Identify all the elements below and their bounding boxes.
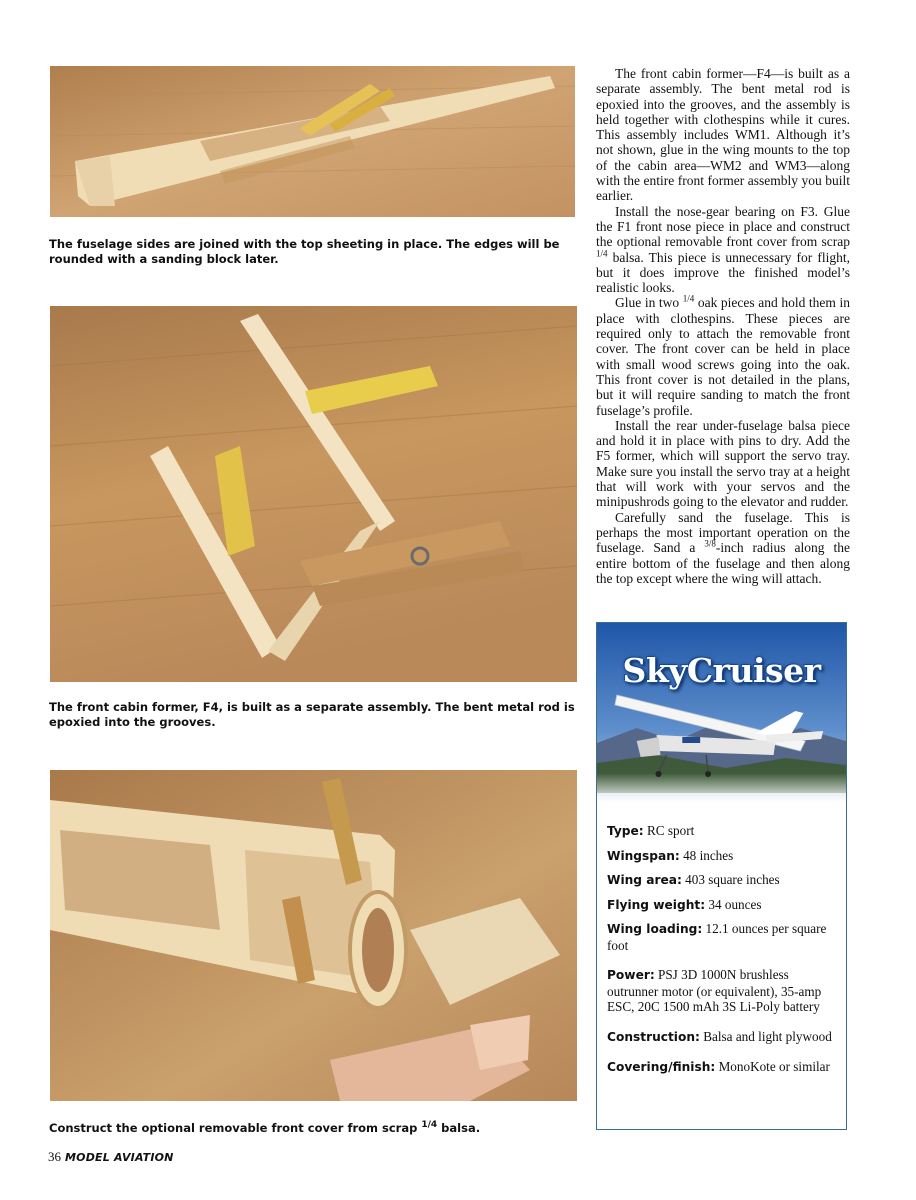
photo-caption-2: The front cabin former, F4, is built as a separate assembly. The bent metal rod is epoxied into the grooves. [49, 700, 575, 729]
p2-post: balsa. This piece is unnecessary for flight, but it does improve the finished model’s realistic looks. [596, 249, 850, 296]
front-cover-photo [50, 770, 577, 1101]
spec-wing-loading [607, 921, 838, 953]
spec-label: Construction: [607, 1029, 700, 1044]
spec-value: 48 inches [683, 847, 734, 863]
spec-value: Balsa and light plywood [703, 1028, 832, 1044]
spec-power [607, 967, 838, 1015]
p2-pre: Install the nose-gear bearing on F3. Glue the F1 front nose piece in place and construct the optional removable front cover from scrap [596, 203, 850, 250]
spec-value: PSJ 3D 1000N brushless outrunner motor (or equivalent), 35-amp ESC, 20C 1500 mAh 3S Li-Poly battery [607, 967, 822, 1014]
spec-flying-weight [607, 897, 838, 914]
fuselage-sides-photo [50, 66, 575, 217]
magazine-name: MODEL AVIATION [65, 1151, 174, 1164]
caption-3-frac: 1/4 [421, 1120, 438, 1131]
page-number: 36 [48, 1149, 61, 1164]
spec-label: Flying weight: [607, 897, 706, 912]
p2-frac: 1/4 [596, 248, 608, 259]
spec-label: Wingspan: [607, 848, 680, 863]
p3-post: oak pieces and hold them in place with clothespins. These pieces are required only to attach the removable front cover. The front cover can be held in place with small wood screws going into the oak. This front cover is not detailed in the plans, but it will require sanding to match the front fuselage’s profile. [596, 295, 850, 418]
spec-label: Wing loading: [607, 922, 703, 936]
page-footer [48, 1149, 174, 1165]
article-paragraph [596, 295, 850, 417]
spec-value: 12.1 ounces per square foot [607, 921, 827, 953]
spec-label: Power: [607, 968, 655, 982]
spec-covering [607, 1059, 838, 1076]
spec-construction [607, 1029, 838, 1046]
specs-list [607, 823, 838, 1084]
p3-frac: 1/4 [682, 293, 695, 304]
article-paragraph [596, 510, 850, 586]
article-paragraph: Install the rear under-fuselage balsa piece and hold it in place with pins to dry. Add the F5 former, which will support the servo tray. Make sure you install the servo tray at a height that will work with your servos and the minipushrods going to the elevator and rudder. [596, 417, 850, 510]
article-paragraph: The front cabin former—F4—is built as a separate assembly. The bent metal rod is epoxied into the grooves, and the assembly is held together with clothespins while it cures. This assembly includes WM1. Although it’s not shown, glue in the wing mounts to the top of the cabin area—WM2 and WM3—along with the entire front former assembly you built earlier. [596, 66, 850, 204]
spec-value: 34 ounces [708, 896, 762, 912]
spec-value: 403 square inches [685, 872, 780, 887]
skycruiser-logo: SkyCruiser [622, 651, 821, 690]
p5-post: -inch radius along the entire bottom of the fuselage and then along the top except where the wing will attach. [596, 540, 851, 586]
p5-frac: 3/8 [704, 538, 716, 549]
spec-type [607, 823, 838, 840]
caption-3-post: balsa. [437, 1121, 481, 1135]
spec-value: MonoKote or similar [718, 1059, 830, 1074]
spec-label: Covering/finish: [607, 1060, 716, 1074]
caption-3-pre: Construct the optional removable front cover from scrap [49, 1121, 422, 1135]
spec-label: Wing area: [607, 873, 682, 887]
spec-label: Type: [607, 824, 644, 838]
spec-wing-area [607, 872, 838, 889]
specs-box [596, 622, 847, 1130]
spec-value: RC sport [646, 823, 695, 838]
p3-pre: Glue in two [615, 295, 683, 311]
skycruiser-hero-image [597, 623, 846, 803]
article-column [596, 66, 850, 586]
photo-caption-3 [49, 1121, 579, 1136]
article-paragraph [596, 204, 850, 296]
cabin-former-photo [50, 306, 577, 682]
p5-pre: Carefully sand the fuselage. This is perhaps the most important operation on the fuselage. Sand a [596, 509, 850, 556]
spec-wingspan [607, 848, 838, 865]
photo-caption-1: The fuselage sides are joined with the top sheeting in place. The edges will be rounded with a sanding block later. [49, 237, 560, 266]
